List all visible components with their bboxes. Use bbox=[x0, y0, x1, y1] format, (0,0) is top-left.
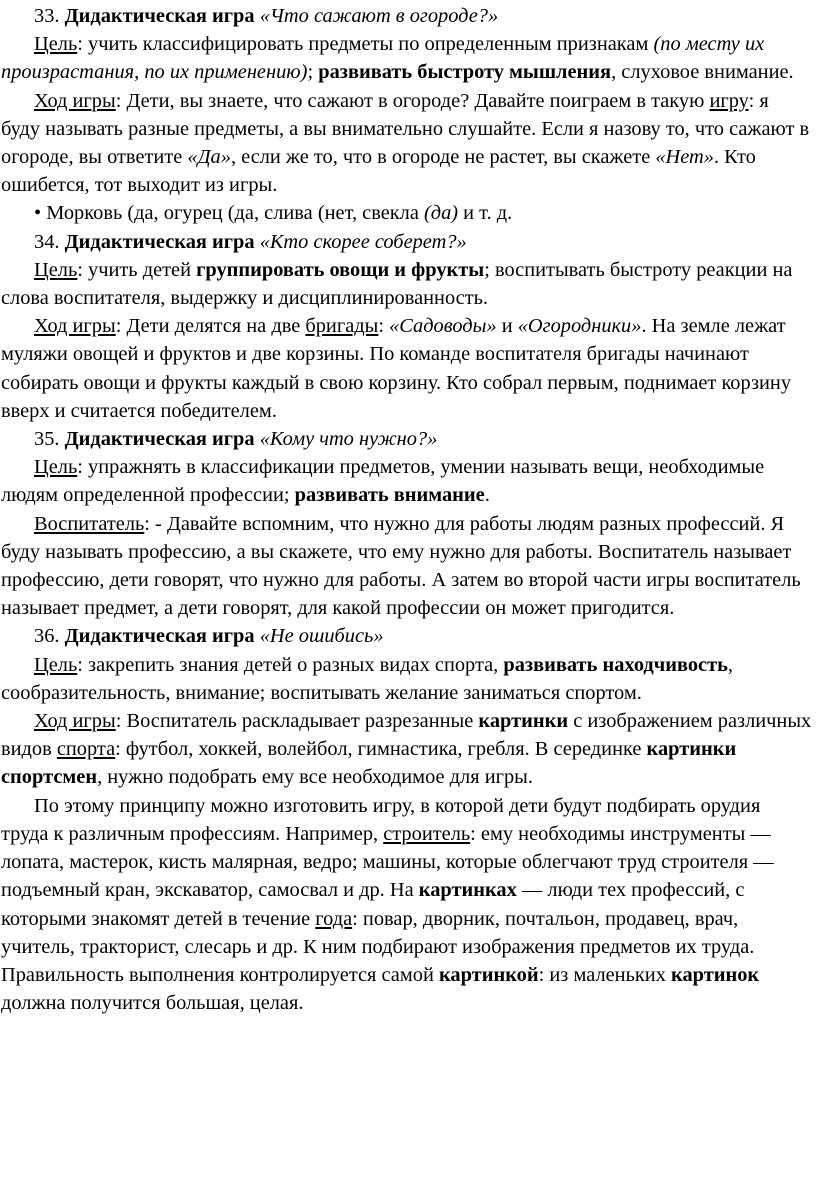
move-text: : Дети делятся на две bbox=[115, 315, 306, 338]
teacher-label: Воспитатель bbox=[34, 512, 145, 535]
link-sport[interactable]: спорта bbox=[56, 738, 116, 761]
move-text: , нужно подобрать ему все необходимое для игры. bbox=[97, 766, 533, 789]
game-title: «Не ошибись» bbox=[259, 625, 384, 648]
move-text: и bbox=[496, 315, 518, 338]
move-bold: картинки bbox=[478, 710, 569, 733]
goal-text: , сообразительность, внимание; воспитывать желание заниматься спортом. bbox=[1, 653, 734, 704]
game-title: «Что сажают в огороде?» bbox=[259, 5, 499, 27]
goal-text: : учить детей bbox=[77, 258, 197, 281]
game-number: 35. bbox=[34, 428, 60, 451]
game-35-heading bbox=[1, 425, 812, 453]
link-builder[interactable]: строитель bbox=[383, 822, 471, 845]
bullet-text: • Морковь (да, огурец (да, слива (нет, свекла bbox=[34, 202, 424, 225]
move-text: с изображением различных видов bbox=[1, 710, 812, 761]
game-number: 33. bbox=[34, 5, 60, 27]
goal-bold: развивать быстроту мышления bbox=[318, 61, 612, 84]
game-number: 36. bbox=[34, 625, 60, 648]
goal-italic: (по месту их произрастания, по их применению) bbox=[1, 33, 765, 84]
link-game[interactable]: игру bbox=[709, 89, 749, 112]
extra-text: : повар, дворник, почтальон, продавец, врач, учитель, тракторист, слесарь и др. К ним подбирают изображения предметов их труда. Правильность выполнения контролируется самой bbox=[1, 907, 755, 986]
move-text: , если же то, что в огороде не растет, вы скажете bbox=[230, 146, 656, 169]
game-label: Дидактическая игра bbox=[64, 230, 255, 253]
game-33-bullet bbox=[1, 199, 812, 227]
answer-no: «Нет» bbox=[655, 146, 714, 169]
goal-text: ; bbox=[307, 61, 319, 84]
game-label: Дидактическая игра bbox=[64, 428, 255, 451]
move-text: : bbox=[378, 315, 390, 338]
game-label: Дидактическая игра bbox=[64, 625, 255, 648]
game-36-extra bbox=[1, 792, 812, 1018]
extra-text: — люди тех профессий, с которыми знакомят детей в течение bbox=[1, 879, 745, 930]
extra-text: : из маленьких bbox=[538, 963, 671, 986]
move-text: . На земле лежат муляжи овощей и фруктов и две корзины. По команде воспитателя бригады начинают собирать овощи и фрукты каждый в свою корзину. Кто собрал первым, поднимает корзину вверх и считается победителем. bbox=[1, 315, 792, 422]
extra-bold: картинкой bbox=[438, 963, 539, 986]
goal-bold: группировать овощи и фрукты bbox=[196, 258, 485, 281]
move-text: . Кто ошибется, тот выходит из игры. bbox=[1, 146, 756, 197]
goal-text: : закрепить знания детей о разных видах спорта, bbox=[77, 653, 504, 676]
answer-yes: «Да» bbox=[187, 146, 231, 169]
link-brigades[interactable]: бригады bbox=[305, 315, 379, 338]
bullet-text: и т. д. bbox=[458, 202, 513, 225]
link-year[interactable]: года bbox=[315, 907, 353, 930]
move-text: : футбол, хоккей, волейбол, гимнастика, гребля. В серединке bbox=[115, 738, 647, 761]
goal-text: : учить классифицировать предметы по определенным признакам bbox=[77, 33, 654, 56]
move-text: : Воспитатель раскладывает разрезанные bbox=[115, 710, 479, 733]
bullet-italic: (да) bbox=[423, 202, 459, 225]
extra-text: должна получится большая, целая. bbox=[1, 992, 304, 1015]
game-36-heading bbox=[1, 622, 812, 650]
game-34-move bbox=[1, 312, 812, 425]
move-label: Ход игры bbox=[34, 89, 116, 112]
goal-label: Цель bbox=[34, 258, 78, 281]
move-label: Ход игры bbox=[34, 315, 116, 338]
goal-text: , слуховое внимание. bbox=[611, 61, 794, 84]
extra-bold: картинок bbox=[671, 963, 760, 986]
team-name: «Садоводы» bbox=[389, 315, 497, 338]
move-bold: картинки спортсмен bbox=[1, 738, 737, 789]
game-33-goal bbox=[1, 30, 812, 86]
game-35-goal bbox=[1, 453, 812, 509]
game-label: Дидактическая игра bbox=[64, 5, 255, 27]
goal-bold: развивать внимание bbox=[294, 484, 485, 507]
goal-label: Цель bbox=[34, 33, 78, 56]
game-33-heading bbox=[1, 2, 812, 30]
move-text: : я буду называть разные предметы, а вы внимательно слушайте. Если я назову то, что сажают в огороде, вы ответите bbox=[1, 89, 810, 169]
goal-text: . bbox=[484, 484, 490, 507]
move-label: Ход игры bbox=[34, 710, 116, 733]
game-35-teacher bbox=[1, 510, 812, 623]
game-34-goal bbox=[1, 256, 812, 312]
extra-bold: картинках bbox=[418, 879, 517, 902]
goal-text: : упражнять в классификации предметов, умении называть вещи, необходимые людям определенной профессии; bbox=[1, 456, 765, 507]
game-number: 34. bbox=[34, 230, 60, 253]
game-34-heading bbox=[1, 228, 812, 256]
game-36-goal bbox=[1, 651, 812, 707]
goal-text: ; воспитывать быстроту реакции на слова воспитателя, выдержку и дисциплинированность. bbox=[1, 258, 793, 310]
extra-text: По этому принципу можно изготовить игру, в которой дети будут подбирать орудия труда к различным профессиям. Например, bbox=[1, 794, 761, 845]
game-33-move bbox=[1, 87, 812, 200]
goal-bold: развивать находчивость bbox=[503, 653, 728, 676]
goal-label: Цель bbox=[34, 653, 78, 676]
game-36-move bbox=[1, 707, 812, 792]
teacher-text: : - Давайте вспомним, что нужно для работы людям разных профессий. Я буду называть профессию, а вы скажете, что ему нужно для работы. Воспитатель называет профессию, дети говорят, что нужно для работы. А затем во второй части игры воспитатель называет предмет, а дети говорят, для какой профессии он может пригодится. bbox=[1, 512, 801, 620]
move-text: : Дети, вы знаете, что сажают в огороде? Давайте поиграем в такую bbox=[115, 89, 710, 112]
game-title: «Кто скорее соберет?» bbox=[259, 230, 467, 253]
team-name: «Огородники» bbox=[517, 315, 642, 338]
extra-text: : ему необходимы инструменты — лопата, мастерок, кисть малярная, ведро; машины, которые облегчают труд строителя — подъемный кран, экскаватор, самосвал и др. На bbox=[1, 822, 774, 902]
game-title: «Кому что нужно?» bbox=[259, 428, 438, 451]
goal-label: Цель bbox=[34, 456, 78, 479]
